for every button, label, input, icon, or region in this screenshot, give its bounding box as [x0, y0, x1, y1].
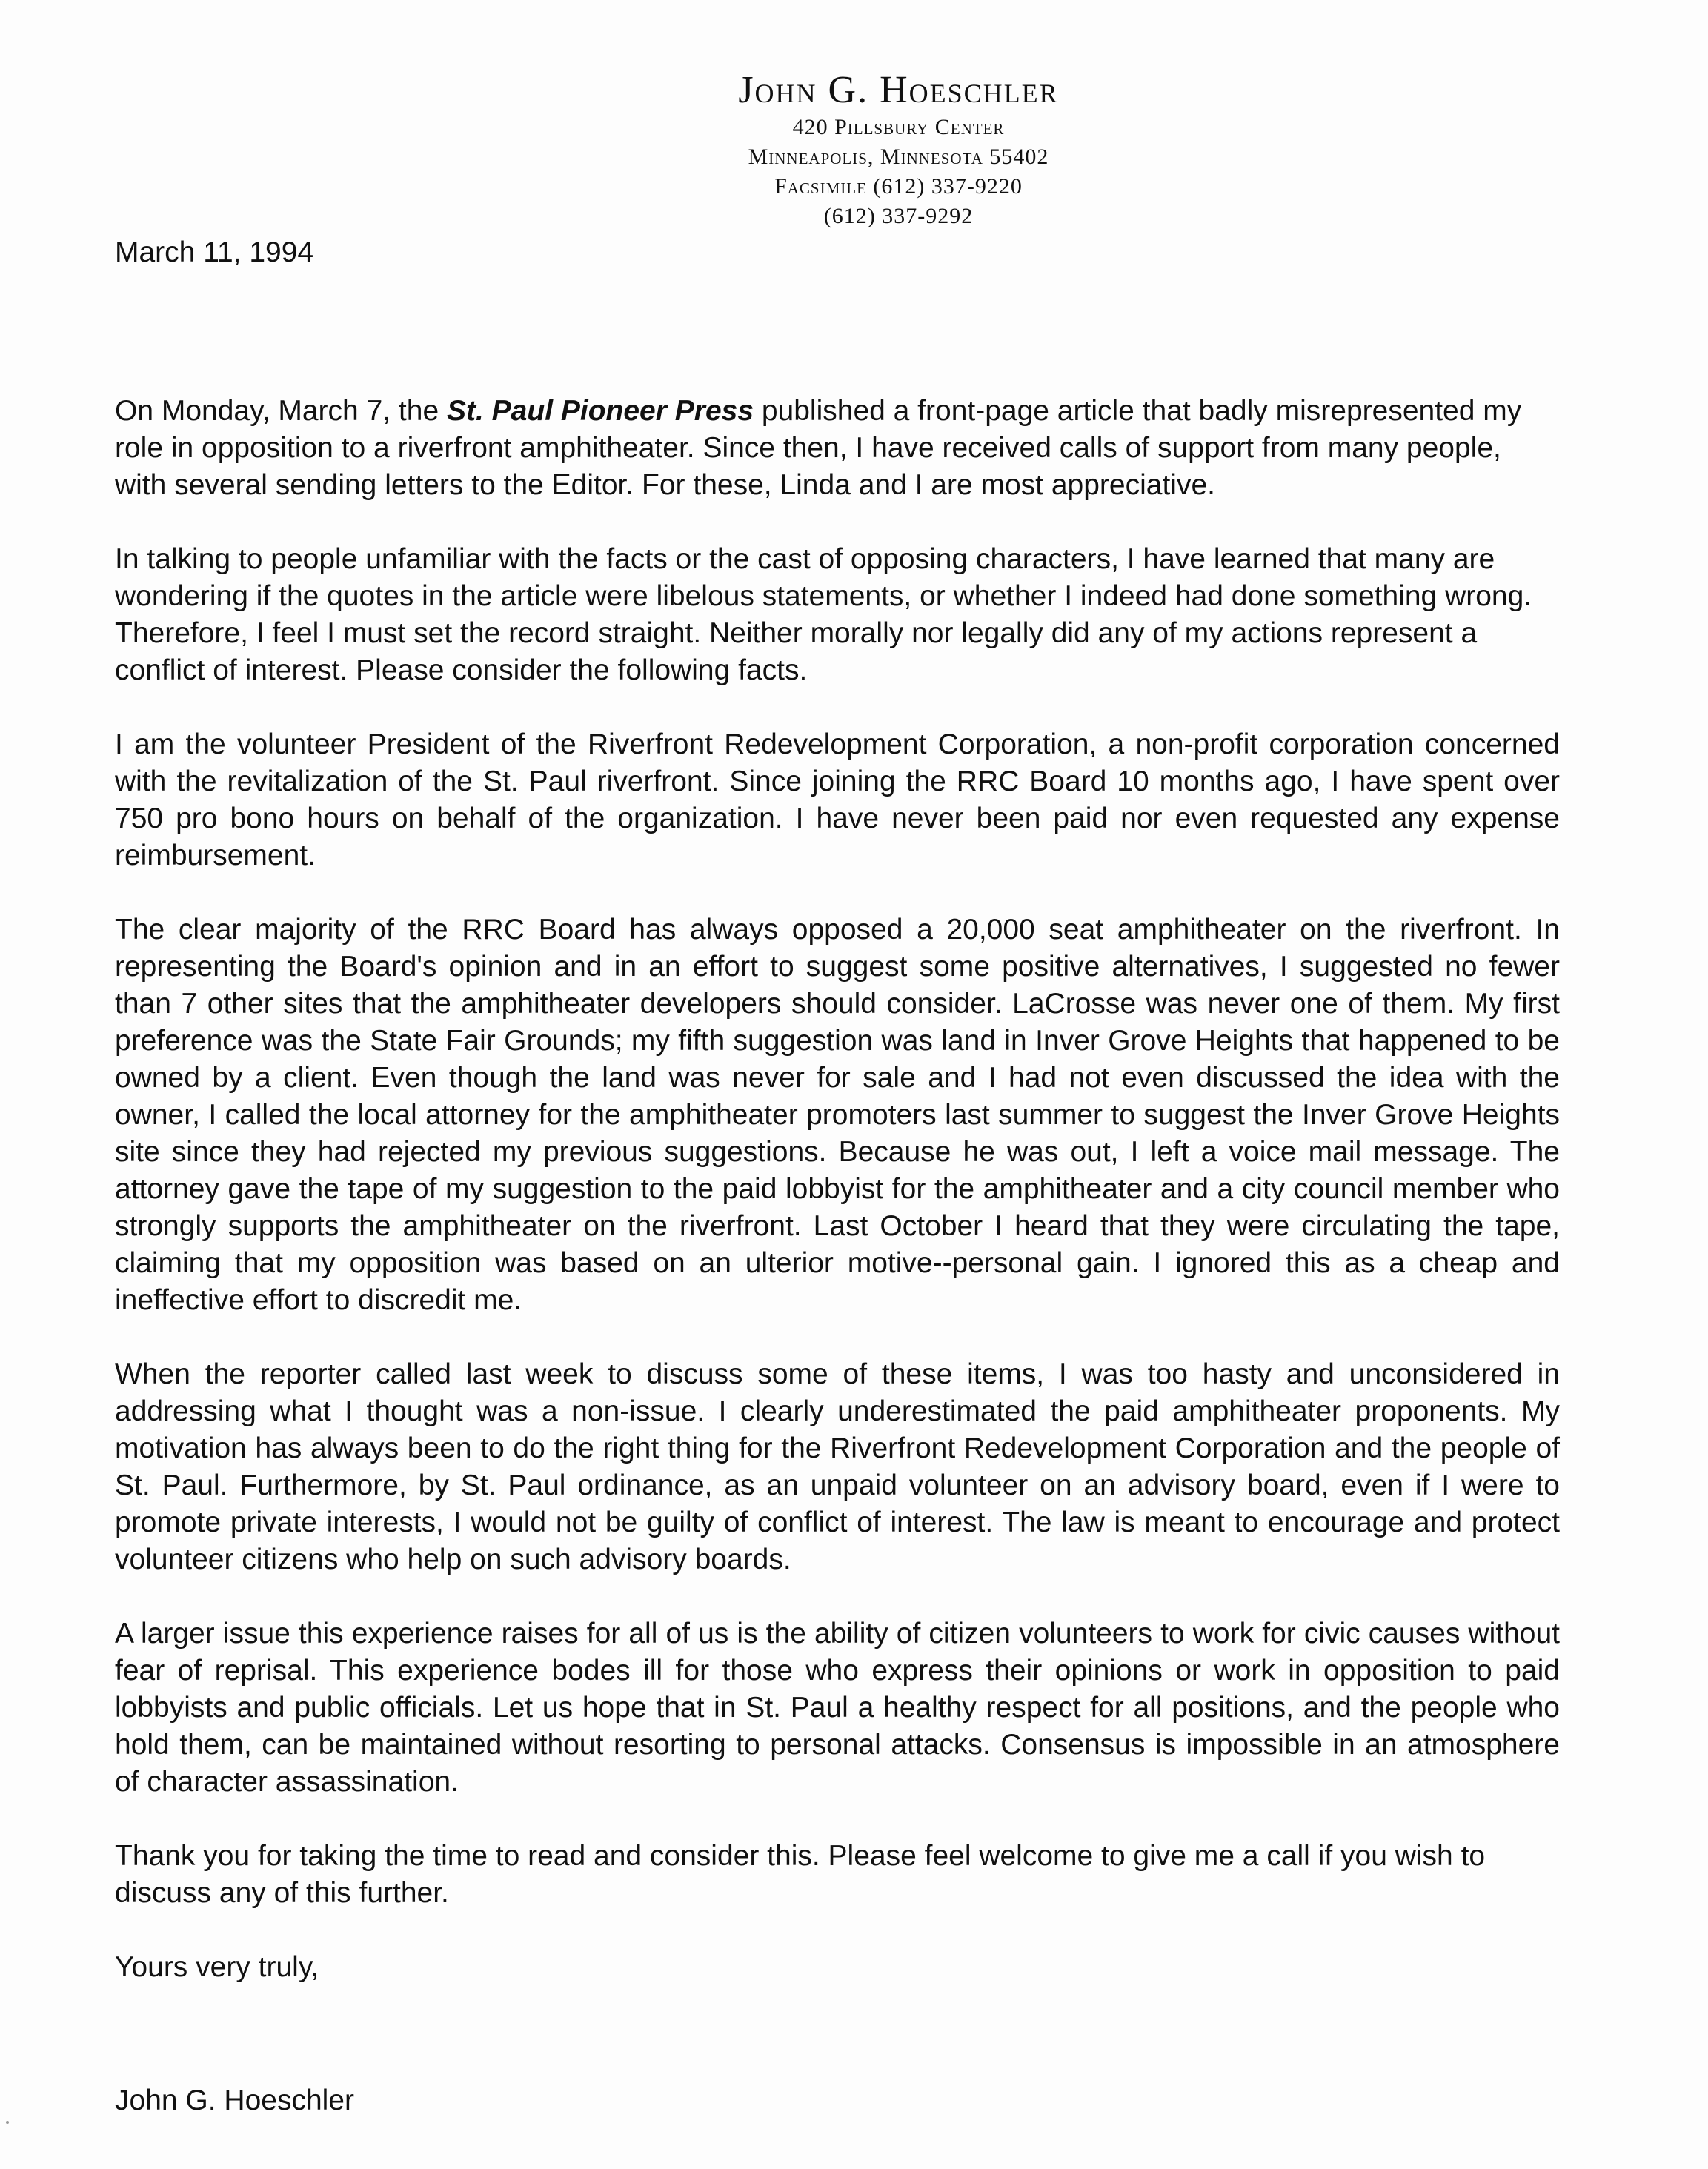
- paragraph-5: When the reporter called last week to discuss some of these items, I was too hasty and unconsidered in addressing what I thought was a non-issue. I clearly underestimated the paid amphitheater proponents. My motivation has always been to do the right thing for the Riverfront Redevelopment Corporation and the people of St. Paul. Furthermore, by St. Paul ordinance, as an unpaid volunteer on an advisory board, even if I were to promote private interests, I would not be guilty of conflict of interest. The law is meant to encourage and protect volunteer citizens who help on such advisory boards.: [115, 1358, 1560, 1575]
- publication-name: St. Paul Pioneer Press: [447, 395, 754, 427]
- paragraph-7: Thank you for taking the time to read and consider this. Please feel welcome to give me a call if you wish to discuss any of this further.: [115, 1840, 1486, 1909]
- letterhead-address-line-2: Minneapolis, Minnesota 55402: [748, 145, 1049, 169]
- paragraph-2: In talking to people unfamiliar with the facts or the cast of opposing characters, I have learned that many are wondering if the quotes in the article were libelous statements, or whether I indeed had done something wrong. Therefore, I feel I must set the record straight. Neither morally nor legally did any of my actions represent a conflict of interest. Please consider the following facts.: [115, 543, 1532, 686]
- paragraph-3: I am the volunteer President of the Riverfront Redevelopment Corporation, a non-profit corporation concerned with the revitalization of the St. Paul riverfront. Since joining the RRC Board 10 months ago, I have spent over 750 pro bono hours on behalf of the organization. I have never been paid nor even requested any expense reimbursement.: [115, 728, 1560, 871]
- letterhead-phone: (612) 337-9292: [823, 204, 974, 228]
- letterhead-name: John G. Hoeschler: [738, 69, 1059, 111]
- paragraph-1-rest: published a front-page article that badly misrepresented my role in opposition to a riverfront amphitheater. Since then, I have received calls of support from many people, with several sending letters to the Editor. For these, Linda and I are most appreciative.: [115, 395, 1522, 501]
- paragraph-1-start: On Monday, March 7, the: [115, 395, 447, 427]
- paragraph-6: A larger issue this experience raises for all of us is the ability of citizen volunteers to work for civic causes without fear of reprisal. This experience bodes ill for those who express their opinions or work in opposition to paid lobbyists and public officials. Let us hope that in St. Paul a healthy respect for all positions, and the people who hold them, can be maintained without resorting to personal attacks. Consensus is impossible in an atmosphere of character assassination.: [115, 1618, 1560, 1798]
- scan-speck: [6, 2121, 9, 2124]
- paragraph-4: The clear majority of the RRC Board has always opposed a 20,000 seat amphitheater on the riverfront. In representing the Board's opinion and in an effort to suggest some positive alternatives, I suggested no fewer than 7 other sites that the amphitheater developers should consider. LaCrosse was never one of them. My first preference was the State Fair Grounds; my fifth suggestion was land in Inver Grove Heights that happened to be owned by a client. Even though the land was never for sale and I had not even discussed the idea with the owner, I called the local attorney for the amphitheater promoters last summer to suggest the Inver Grove Heights site since they had rejected my previous suggestions. Because he was out, I left a voice mail message. The attorney gave the tape of my suggestion to the paid lobbyist for the amphitheater and a city council member who strongly supports the amphitheater on the riverfront. Last October I heard that they were circulating the tape, claiming that my opposition was based on an ulterior motive--personal gain. I ignored this as a cheap and ineffective effort to discredit me.: [115, 914, 1560, 1316]
- letter-date: March 11, 1994: [115, 236, 314, 268]
- signature-name: John G. Hoeschler: [115, 2085, 354, 2116]
- letter-body: [115, 234, 1560, 2119]
- letterhead: [0, 68, 1708, 231]
- paragraph-1: [115, 393, 1560, 504]
- letterhead-address-line-1: 420 Pillsbury Center: [792, 115, 1005, 139]
- letterhead-fax: Facsimile (612) 337-9220: [774, 174, 1023, 199]
- closing: Yours very truly,: [115, 1951, 319, 1983]
